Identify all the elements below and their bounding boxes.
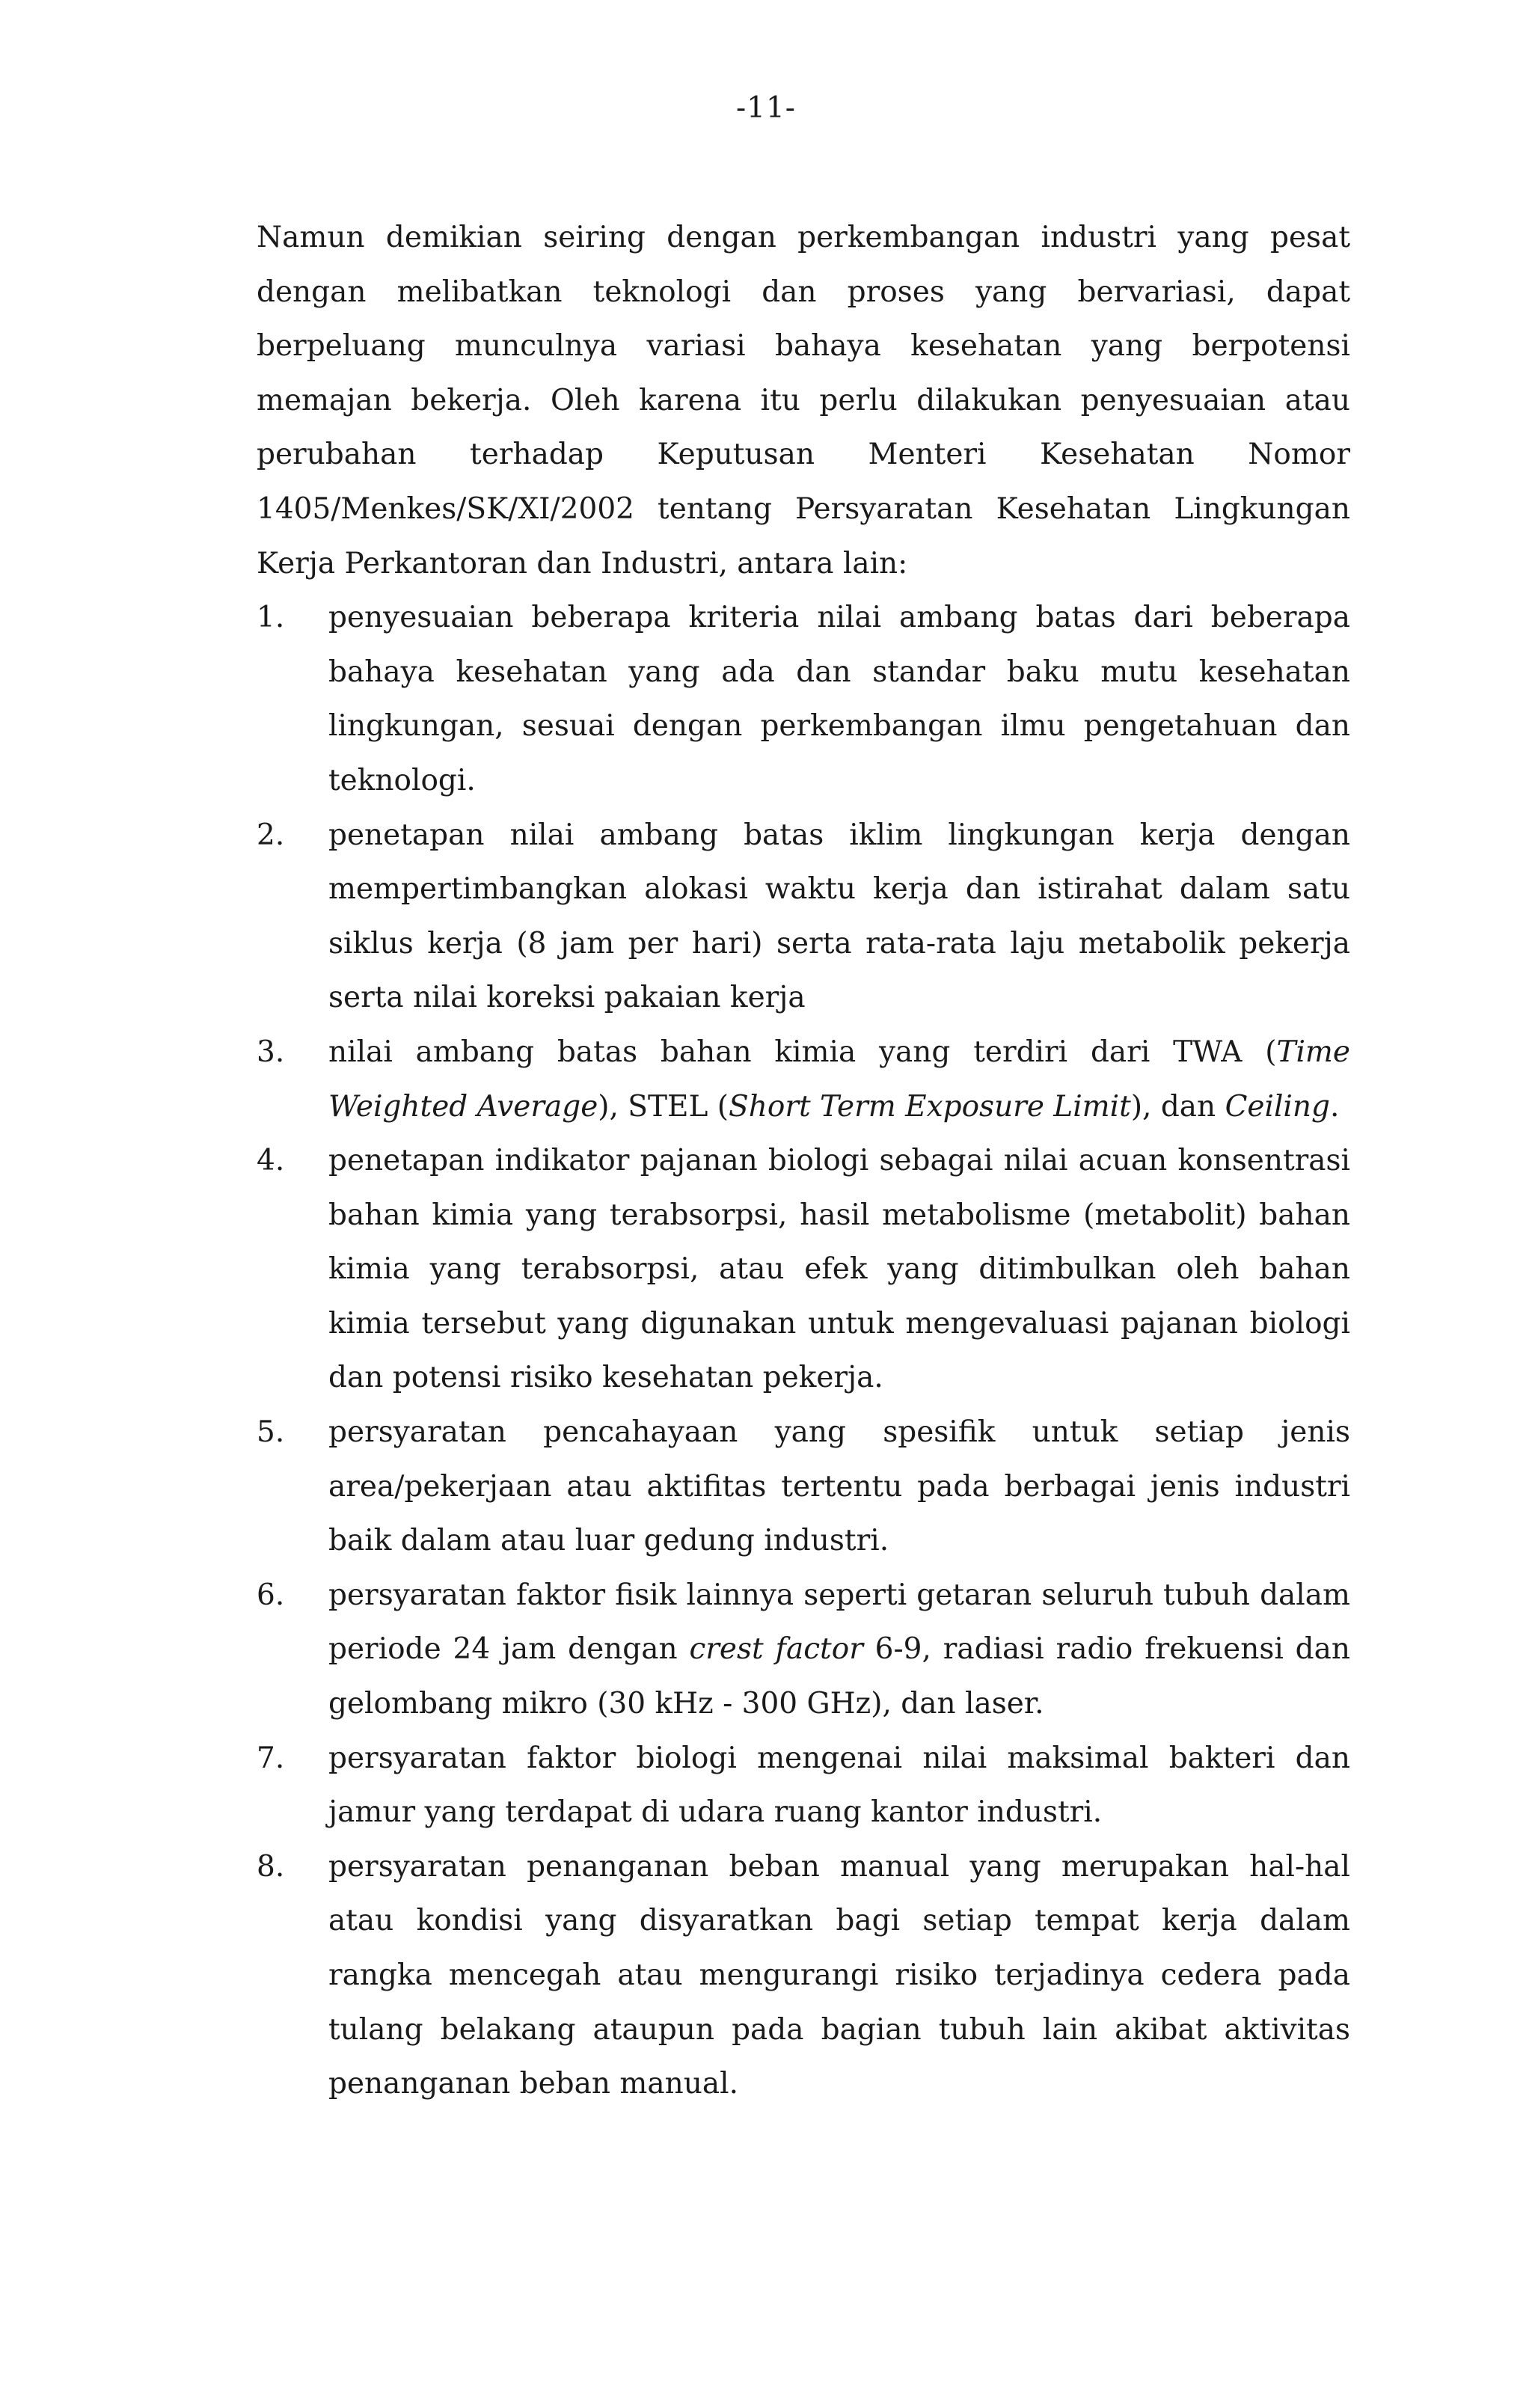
list-item (257, 1732, 1350, 1840)
text-run: . (1330, 1089, 1340, 1124)
italic-term: Time Weighted Average (328, 1035, 1350, 1124)
list-item-text: penetapan nilai ambang batas iklim lingkungan kerja dengan mempertimbangkan alokasi waktu kerja dan istirahat dalam satu siklus kerja (8 jam per hari) serta rata-rata laju metabolik pekerja serta nilai koreksi pakaian kerja (328, 818, 1350, 1015)
list-item (257, 1134, 1350, 1406)
list-item (257, 1026, 1350, 1134)
list-item-number: 1. (257, 601, 285, 635)
text-run: persyaratan faktor fisik lainnya seperti getaran seluruh tubuh dalam periode 24 jam dengan (328, 1578, 1350, 1667)
list-item (257, 809, 1350, 1026)
list-item-number: 8. (257, 1849, 285, 1884)
list-item-text: persyaratan penanganan beban manual yang merupakan hal-hal atau kondisi yang disyaratkan bagi setiap tempat kerja dalam rangka mencegah atau mengurangi risiko terjadinya cedera pada tulang belakang ataupun pada bagian tubuh lain akibat aktivitas penanganan beban manual. (328, 1849, 1350, 2101)
list-item (257, 1406, 1350, 1569)
text-run: ), STEL ( (598, 1089, 729, 1124)
list-item-number: 5. (257, 1415, 285, 1450)
text-run: nilai ambang batas bahan kimia yang terdiri dari TWA ( (328, 1035, 1277, 1069)
list-item-text (328, 1569, 1350, 1732)
list-item-number: 4. (257, 1144, 285, 1178)
text-run: ), dan (1130, 1089, 1225, 1124)
italic-term: crest factor (689, 1632, 863, 1667)
document-body (257, 211, 1350, 2112)
list-item-text: persyaratan faktor biologi mengenai nilai maksimal bakteri dan jamur yang terdapat di udara ruang kantor industri. (328, 1741, 1350, 1830)
list-item-text: penyesuaian beberapa kriteria nilai ambang batas dari beberapa bahaya kesehatan yang ada dan standar baku mutu kesehatan lingkungan, sesuai dengan perkembangan ilmu pengetahuan dan teknologi. (328, 601, 1350, 797)
italic-term: Short Term Exposure Limit (729, 1089, 1131, 1124)
intro-paragraph: Namun demikian seiring dengan perkembangan industri yang pesat dengan melibatkan teknologi dan proses yang bervariasi, dapat berpeluang munculnya variasi bahaya kesehatan yang berpotensi memajan bekerja. Oleh karena itu perlu dilakukan penyesuaian atau perubahan terhadap Keputusan Menteri Kesehatan Nomor 1405/Menkes/SK/XI/2002 tentang Persyaratan Kesehatan Lingkungan Kerja Perkantoran dan Industri, antara lain: (257, 221, 1350, 580)
list-item-text (328, 1026, 1350, 1134)
list-item-text: persyaratan pencahayaan yang spesifik untuk setiap jenis area/pekerjaan atau aktifitas tertentu pada berbagai jenis industri baik dalam atau luar gedung industri. (328, 1415, 1350, 1558)
list-item-number: 7. (257, 1741, 285, 1775)
list-item (257, 1840, 1350, 2112)
list-item (257, 1569, 1350, 1732)
text-run: 6-9, radiasi radio frekuensi dan gelombang mikro (30 kHz - 300 GHz), dan laser. (328, 1632, 1350, 1721)
list-item-number: 6. (257, 1578, 285, 1612)
page-number: -11- (736, 91, 796, 125)
list-item (257, 591, 1350, 808)
list-item-text: penetapan indikator pajanan biologi sebagai nilai acuan konsentrasi bahan kimia yang terabsorpsi, hasil metabolisme (metabolit) bahan kimia yang terabsorpsi, atau efek yang ditimbulkan oleh bahan kimia tersebut yang digunakan untuk mengevaluasi pajanan biologi dan potensi risiko kesehatan pekerja. (328, 1144, 1350, 1395)
requirements-list (257, 591, 1350, 2112)
list-item-number: 3. (257, 1035, 285, 1069)
italic-term: Ceiling (1225, 1089, 1330, 1124)
list-item-number: 2. (257, 818, 285, 852)
